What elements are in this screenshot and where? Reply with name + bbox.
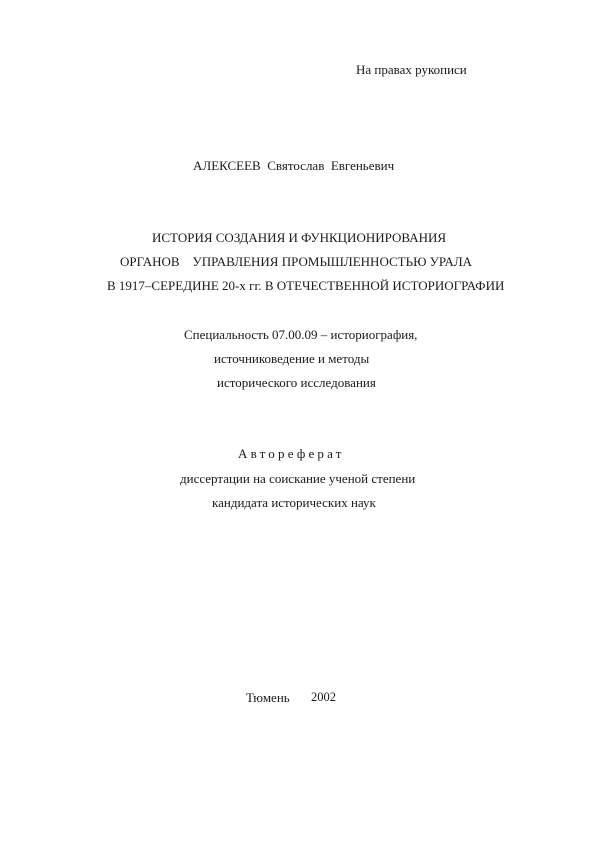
abstract-label: Автореферат [238,446,345,461]
specialty-line-2: источниковедение и методы [214,351,370,366]
dissertation-line-1: диссертации на соискание ученой степени [180,471,416,486]
city: Тюмень [246,690,290,705]
dissertation-line-2: кандидата исторических наук [212,495,376,510]
specialty-line-3: исторического исследования [217,375,376,390]
author-name: АЛЕКСЕЕВ Святослав Евгеньевич [193,158,395,173]
title-line-2: ОРГАНОВ УПРАВЛЕНИЯ ПРОМЫШЛЕННОСТЬЮ УРАЛА [120,254,473,269]
rights-note: На правах рукописи [356,62,467,77]
title-line-1: ИСТОРИЯ СОЗДАНИЯ И ФУНКЦИОНИРОВАНИЯ [152,230,447,245]
title-line-3: В 1917–СЕРЕДИНЕ 20-х гг. В ОТЕЧЕСТВЕННОЙ ИСТОРИОГРАФИИ [107,278,505,293]
specialty-line-1: Специальность 07.00.09 – историография, [184,327,418,342]
year: 2002 [311,690,336,704]
